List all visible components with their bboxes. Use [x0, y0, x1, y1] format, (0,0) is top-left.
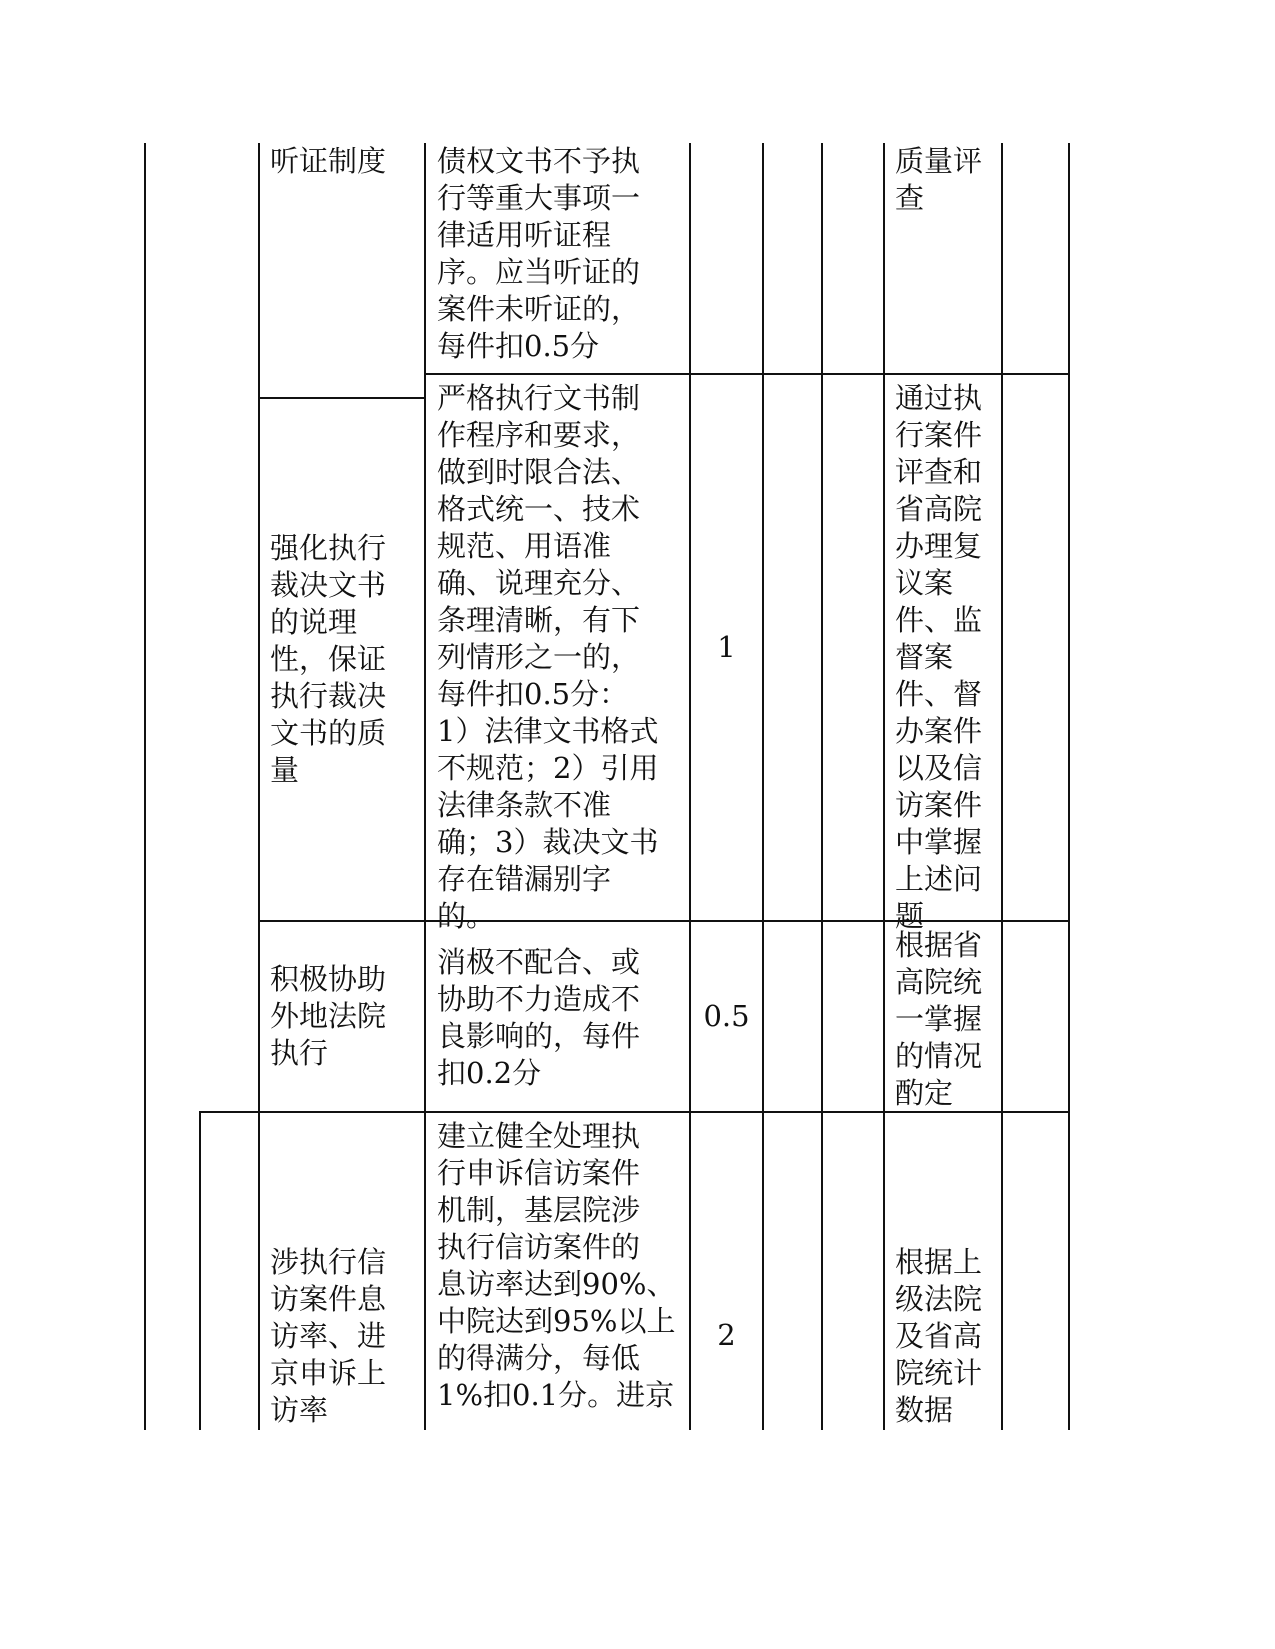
row-4-score: 2 — [717, 1318, 736, 1352]
row-3-method: 根据省 高院统 一掌握 的情况 酌定 — [895, 928, 983, 1110]
table-column-divider-8 — [1001, 143, 1003, 1430]
table-border-right — [1068, 143, 1070, 1430]
row-3-item: 积极协助 外地法院 执行 — [270, 962, 387, 1070]
row-2-criteria: 严格执行文书制 作程序和要求， 做到时限合法、 格式统一、技术 规范、用语准 确、说理充分、 条理清晰，有下 列情形之一的， 每件扣0.5分： 1）法律文书格式 不规范；2）引用 法律条款不准 确；3）裁决文书 存在错漏别字 的。 — [437, 381, 659, 933]
table-column-divider-2 — [258, 143, 260, 1430]
row-3-criteria: 消极不配合、或 协助不力造成不 良影响的，每件 扣0.2分 — [437, 945, 641, 1090]
row-1-method: 质量评 查 — [895, 144, 983, 215]
row-1-criteria: 债权文书不予执 行等重大事项一 律适用听证程 序。应当听证的 案件未听证的， 每件扣0.5分 — [437, 144, 641, 363]
table-border-left — [144, 143, 146, 1430]
row-2-method: 通过执 行案件 评查和 省高院 办理复 议案 件、监 督案 件、督 办案件 以及信 访案件 中掌握 上述问 题 — [895, 381, 983, 933]
row-4-criteria: 建立健全处理执 行申诉信访案件 机制，基层院涉 执行信访案件的 息访率达到90%、 中院达到95%以上 的得满分，每低 1%扣0.1分。进京 — [437, 1119, 676, 1412]
table-column-divider-6 — [821, 143, 823, 1430]
table-column-divider-5 — [762, 143, 764, 1430]
row-3-score: 0.5 — [703, 999, 750, 1033]
table-column-divider-1 — [199, 1112, 201, 1430]
table-column-divider-3 — [424, 143, 426, 1430]
row-4-item: 涉执行信 访案件息 访率、进 京申诉上 访率 — [270, 1245, 387, 1427]
row-2-score: 1 — [717, 630, 736, 664]
row-1-item: 听证制度 — [270, 144, 387, 178]
row-4-method: 根据上 级法院 及省高 院统计 数据 — [895, 1245, 983, 1427]
row-2-item: 强化执行 裁决文书 的说理 性，保证 执行裁决 文书的质 量 — [270, 531, 387, 787]
table-column-divider-7 — [883, 143, 885, 1430]
